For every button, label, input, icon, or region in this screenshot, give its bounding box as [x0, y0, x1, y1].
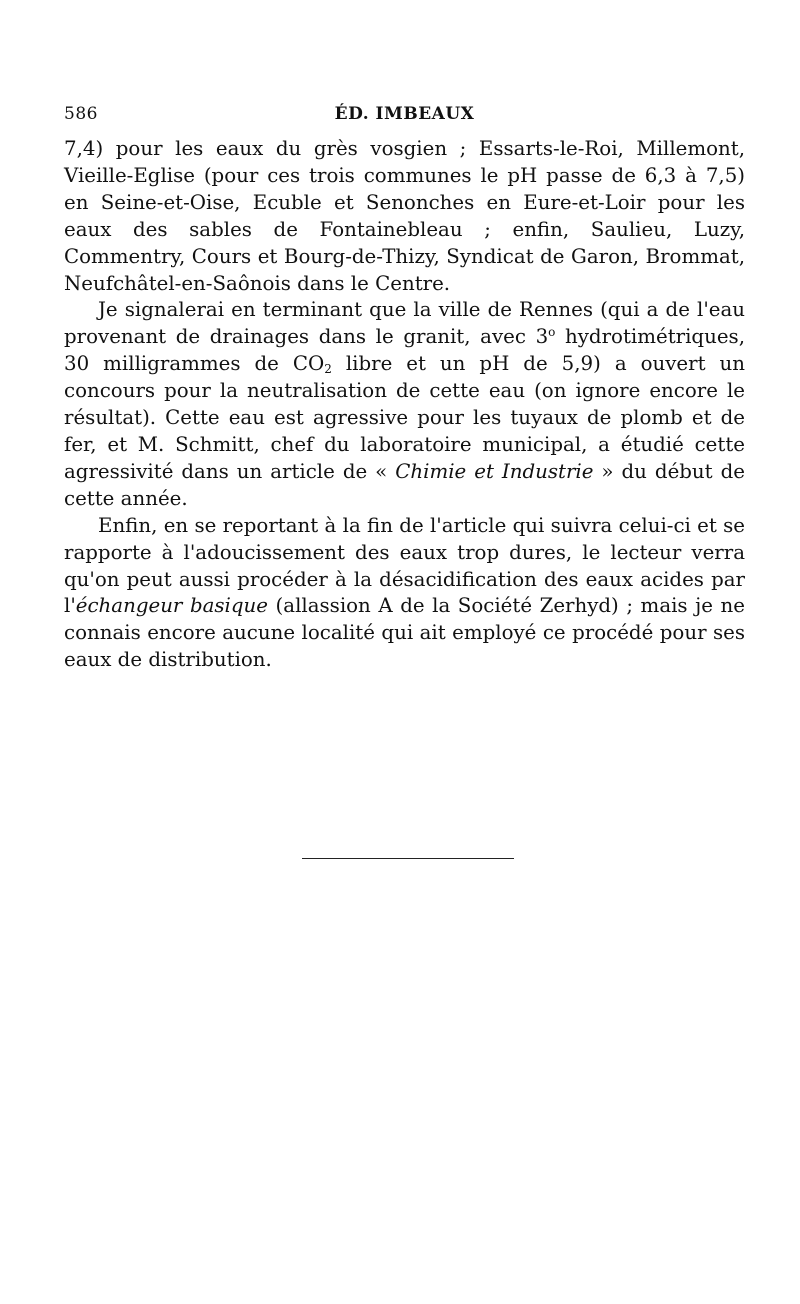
running-head [64, 96, 745, 132]
paragraph-2 [64, 297, 745, 512]
paragraph-2-part-a: Je signalerai en terminant que la ville de Rennes (qui a de l'eau provenant de drainages dans le granit, avec 3 [64, 298, 745, 349]
degree-superscript: o [548, 325, 556, 340]
paragraph-3-part-a: Enfin, en se reportant à la fin de l'article qui suivra celui-ci et se rapporte à l'adoucissement des eaux trop dures, le lecteur verra qu'on peut aussi procéder à la désacidification des eaux acides par l' [64, 513, 745, 618]
paragraph-3 [64, 513, 745, 674]
paragraph-1-text: 7,4) pour les eaux du grès vosgien ; Essarts-le-Roi, Millemont, Vieille-Eglise (pour ces trois communes le pH passe de 6,3 à 7,5) en Seine-et-Oise, Ecuble et Senonches en Eure-et-Loir pour les eaux des sables de Fontainebleau ; enfin, Saulieu, Luzy, Commentry, Cours et Bourg-de-Thizy, Syndicat de Garon, Brommat, Neufchâtel-en-Saônois dans le Centre. [64, 137, 745, 295]
journal-title: Chimie et Industrie [395, 459, 594, 483]
co2-subscript: 2 [324, 362, 332, 377]
italic-term: échangeur basique [75, 594, 268, 618]
end-rule-divider [302, 858, 514, 859]
body-text [64, 136, 745, 674]
page-number: 586 [64, 104, 98, 124]
running-title: ÉD. IMBEAUX [334, 104, 475, 124]
document-page [64, 96, 745, 674]
paragraph-2-part-d: » du début de cette année. [64, 459, 745, 510]
paragraph-3-part-b: (allassion A de la Société Zerhyd) ; mais je ne connais encore aucune localité qui ait employé ce procédé pour ses eaux de distribution. [64, 594, 745, 672]
paragraph-2-part-c: libre et un pH de 5,9) a ouvert un concours pour la neutralisation de cette eau (on ignore encore le résultat). Cette eau est agressive pour les tuyaux de plomb et de fer, et M. Schmitt, chef du laboratoire municipal, a étudié cette agressivité dans un article de « [64, 352, 745, 483]
paragraph-2-part-b: hydrotimétriques, 30 milligrammes de CO [64, 325, 745, 376]
paragraph-1 [64, 136, 745, 297]
